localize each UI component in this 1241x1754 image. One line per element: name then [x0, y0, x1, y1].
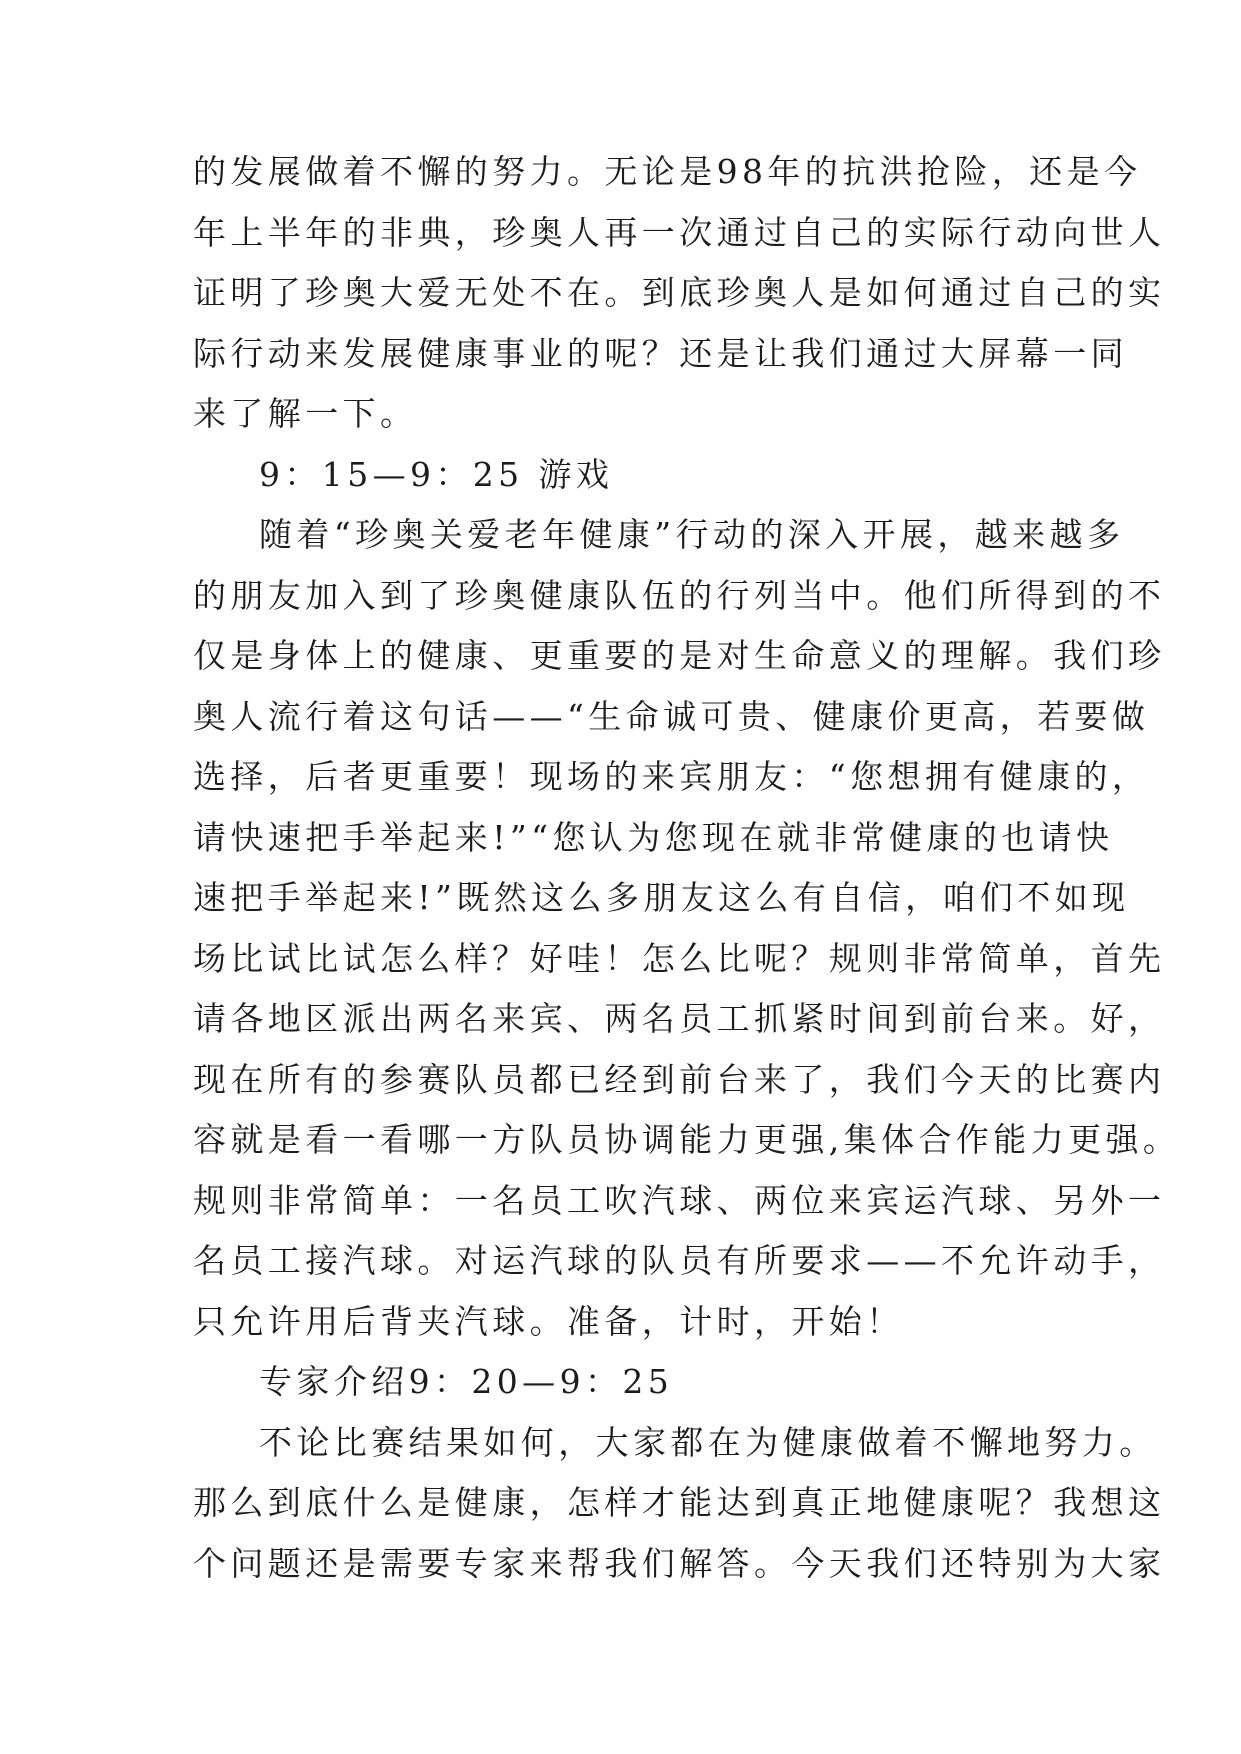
text-line: 奥人流行着这句话——“生命诚可贵、健康价更高，若要做 — [193, 696, 1150, 736]
text-line: 仅是身体上的健康、更重要的是对生命意义的理解。我们珍 — [193, 636, 1166, 675]
text-line: 请快速把手举起来!”“您认为您现在就非常健康的也请快 — [193, 817, 1114, 857]
document-page — [193, 142, 1181, 1594]
text-line: 现在所有的参赛队员都已经到前台来了，我们今天的比赛内 — [193, 1059, 1166, 1099]
text-line: 证明了珍奥大爱无处不在。到底珍奥人是如何通过自己的实 — [193, 273, 1166, 312]
text-line: 际行动来发展健康事业的呢？还是让我们通过大屏幕一同 — [193, 333, 1128, 373]
text-line: 随着“珍奥关爱老年健康”行动的深入开展，越来越多 — [259, 515, 1125, 554]
text-line: 的发展做着不懈的努力。无论是98年的抗洪抢险，还是今 — [193, 152, 1142, 191]
text-line: 个问题还是需要专家来帮我们解答。今天我们还特别为大家 — [193, 1543, 1166, 1583]
text-line: 选择，后者更重要！现场的来宾朋友：“您想拥有健康的， — [193, 757, 1150, 796]
text-line: 名员工接汽球。对运汽球的队员有所要求——不允许动手， — [193, 1241, 1166, 1280]
text-line: 年上半年的非典，珍奥人再一次通过自己的实际行动向世人 — [193, 212, 1166, 252]
text-line: 不论比赛结果如何，大家都在为健康做着不懈地努力。 — [259, 1422, 1157, 1462]
text-line: 的朋友加入到了珍奥健康队伍的行列当中。他们所得到的不 — [193, 575, 1166, 615]
text-line: 容就是看一看哪一方队员协调能力更强,集体合作能力更强。 — [193, 1120, 1181, 1159]
text-line: 那么到底什么是健康，怎样才能达到真正地健康呢？我想这 — [193, 1483, 1166, 1522]
text-line: 只允许用后背夹汽球。准备，计时，开始！ — [193, 1301, 904, 1341]
text-line: 规则非常简单：一名员工吹汽球、两位来宾运汽球、另外一 — [193, 1180, 1166, 1220]
text-line: 来了解一下。 — [193, 394, 418, 433]
text-line: 速把手举起来!”既然这么多朋友这么有自信，咱们不如现 — [193, 878, 1130, 917]
section-heading-expert: 专家介绍9：20—9：25 — [259, 1362, 674, 1401]
text-line: 请各地区派出两名来宾、两名员工抓紧时间到前台来。好， — [193, 999, 1166, 1038]
text-line: 场比试比试怎么样？好哇！怎么比呢？规则非常简单，首先 — [193, 938, 1166, 978]
section-heading-game: 9：15—9：25 游戏 — [259, 454, 614, 494]
